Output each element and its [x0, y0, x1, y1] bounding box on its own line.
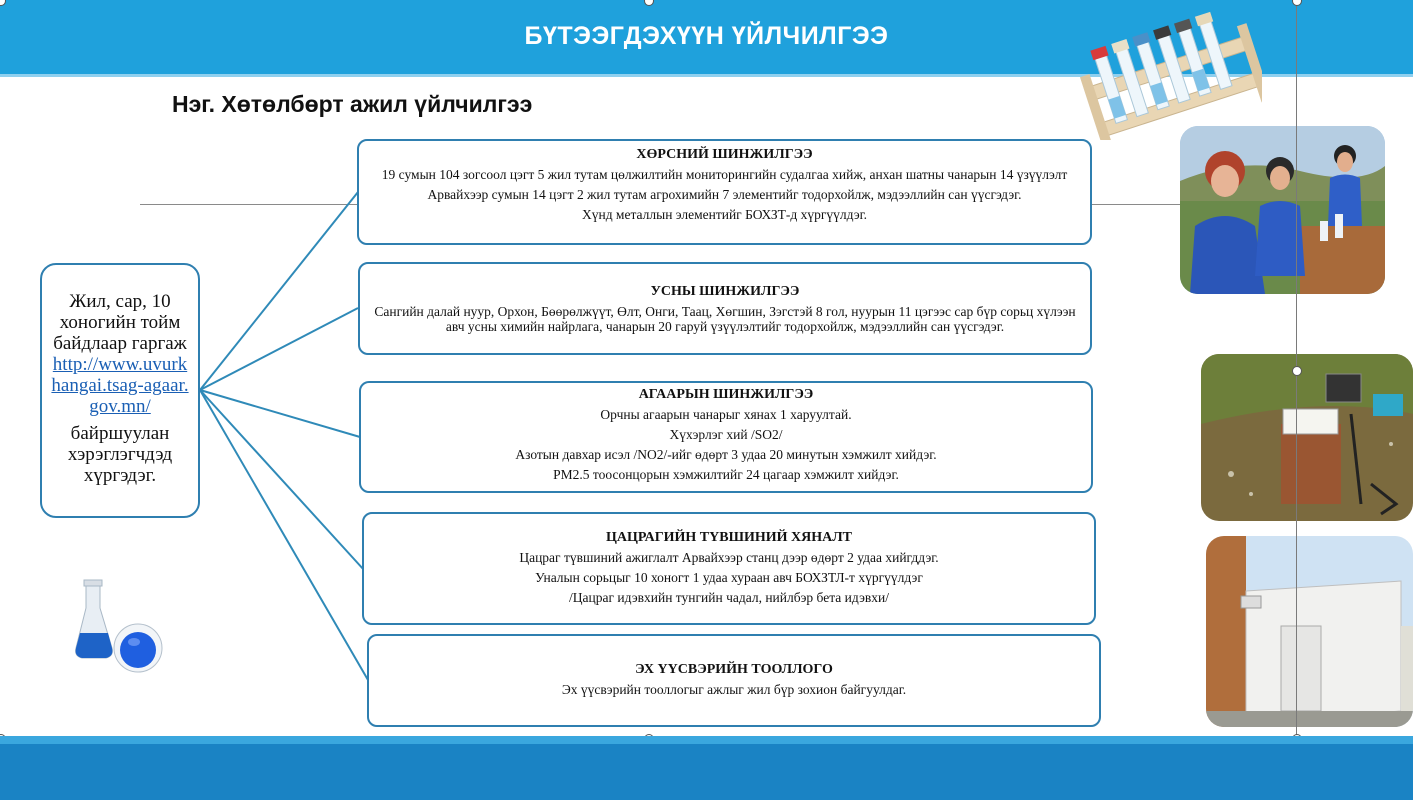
- air-analysis-card: [359, 381, 1093, 493]
- footer-accent: [0, 736, 1413, 744]
- connector-line: [200, 192, 358, 390]
- card-title: ЭХ ҮҮСВЭРИЙН ТООЛЛОГО: [635, 662, 833, 677]
- section-heading: Нэг. Хөтөлбөрт ажил үйлчилгээ: [172, 91, 533, 117]
- card-text: Орчны агаарын чанарыг хянах 1 харуултай.: [600, 407, 852, 422]
- soil-analysis-card: [357, 139, 1092, 245]
- emission-inventory-card: [367, 634, 1101, 727]
- radiation-monitoring-card: [362, 512, 1096, 625]
- website-link[interactable]: http://www.uvurkhangai.tsag-agaar.gov.mn/: [51, 354, 189, 417]
- card-text: /Цацраг идэвхийн тунгийн чадал, нийлбэр бета идэвхи/: [569, 590, 889, 605]
- card-title: УСНЫ ШИНЖИЛГЭЭ: [650, 284, 800, 299]
- card-text: Хүхэрлэг хий /SO2/: [669, 427, 783, 442]
- card-text: Хүнд металлын элементийг БОХЗТ-д хүргүүлдэг.: [581, 207, 868, 222]
- footer-bar: [0, 744, 1413, 800]
- card-text: Уналын сорьцыг 10 хоногт 1 удаа хураан авч БОХЗТЛ-т хүргүүлдэг: [535, 570, 923, 585]
- card-text: Эх үүсвэрийн тооллогыг ажлыг жил бүр зохион байгуулдаг.: [561, 682, 907, 697]
- publication-info-box: [40, 263, 200, 518]
- publication-text-before: Жил, сар, 10 хоногийн тойм байдлаар гаргаж: [53, 291, 187, 354]
- card-text: PM2.5 тоосонцорын хэмжилтийг 24 цагаар хэмжилт хийдэг.: [553, 467, 899, 482]
- page-title: БҮТЭЭГДЭХҮҮН ҮЙЛЧИЛГЭЭ: [524, 22, 889, 50]
- resize-handle[interactable]: [1292, 366, 1302, 376]
- card-title: ЦАЦРАГИЙН ТҮВШИНИЙ ХЯНАЛТ: [605, 530, 853, 545]
- water-analysis-card: [358, 262, 1092, 355]
- card-text: Азотын давхар исэл /NO2/-ийг өдөрт 3 удаа 20 минутын хэмжилт хийдэг.: [515, 447, 937, 462]
- beakers-icon: [72, 578, 172, 678]
- connector-line: [200, 390, 368, 680]
- card-text: Сангийн далай нуур, Орхон, Бөөрөлжүүт, Өлт, Онги, Таац, Хөгшин, Зэгстэй 8 гол, нуурын 11 цэгээс сар бүр сорьц хүлээн авч усны химийн найрлага, чанарын 20 гаруй үзүүлэлтийг тодорхойлж, мэдээллийн сан үүсгэдэг.: [374, 304, 1076, 334]
- card-title: ХӨРСНИЙ ШИНЖИЛГЭЭ: [636, 147, 813, 162]
- field-team-photo: [1180, 126, 1385, 294]
- publication-text-after: байршуулан хэрэглэгчдэд хүргэдэг.: [67, 423, 173, 486]
- connector-line: [200, 308, 358, 390]
- soil-sampling-photo: [1201, 354, 1413, 521]
- card-text: Арвайхээр сумын 14 цэгт 2 жил тутам агрохимийн 7 элементийг тодорхойлж, мэдээллийн сан үүсгэдэг.: [427, 187, 1022, 202]
- connector-line: [200, 390, 364, 570]
- card-text: Цацраг түвшиний ажиглалт Арвайхээр станц дээр өдөрт 2 удаа хийгддэг.: [519, 550, 939, 565]
- card-text: 19 сумын 104 зогсоол цэгт 5 жил тутам цөлжилтийн мониторингийн судалгаа хийж, анхан шатны чанарын 14 үзүүлэлт: [381, 167, 1068, 182]
- air-station-photo: [1206, 536, 1413, 727]
- card-title: АГААРЫН ШИНЖИЛГЭЭ: [638, 387, 814, 402]
